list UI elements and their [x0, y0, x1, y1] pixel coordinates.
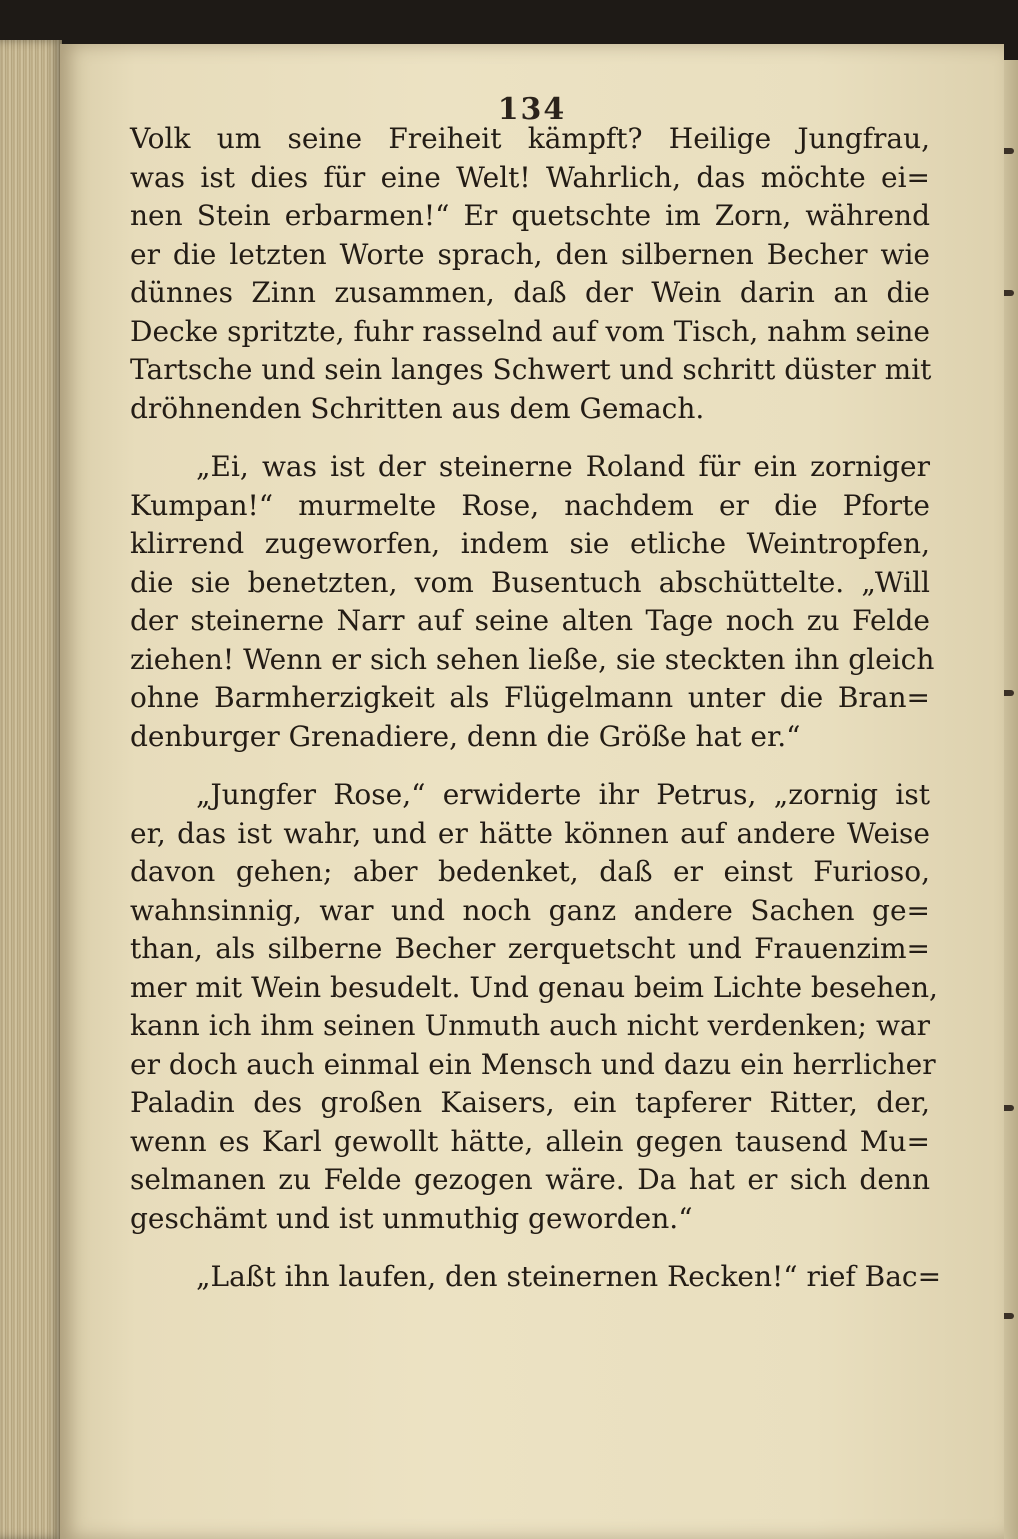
text-line: er doch auch einmal ein Mensch und dazu ein herrlicher	[130, 1047, 936, 1081]
text-line: „Laßt ihn laufen, den steinernen Recken!“ rief Bac=	[196, 1260, 942, 1293]
text-line: nen Stein erbarmen!“ Er quetschte im Zorn, während	[130, 199, 930, 232]
text-line: er, das ist wahr, und er hätte können auf andere Weise	[130, 816, 930, 850]
text-line: geschämt und ist unmuthig geworden.“	[130, 1201, 693, 1235]
text-line: Tartsche und sein langes Schwert und schritt düster mit	[130, 353, 932, 386]
text-line: dröhnenden Schritten aus dem Gemach.	[130, 391, 705, 425]
text-line: Volk um seine Freiheit kämpft? Heilige Jungfrau,	[130, 122, 930, 155]
text-line: ohne Barmherzigkeit als Flügelmann unter die Bran=	[130, 681, 930, 714]
text-line: mer mit Wein besudelt. Und genau beim Lichte besehen,	[130, 970, 938, 1004]
page-number: 134	[497, 92, 567, 127]
paragraph-4	[130, 1258, 942, 1297]
text-line: Decke spritzte, fuhr rasselnd auf vom Tisch, nahm seine	[130, 314, 930, 348]
paragraph-3	[130, 776, 938, 1238]
text-line: davon gehen; aber bedenket, daß er einst Furioso,	[130, 855, 930, 888]
text-line: der steinerne Narr auf seine alten Tage noch zu Felde	[130, 604, 930, 637]
text-line: die sie benetzten, vom Busentuch abschüttelte. „Will	[130, 565, 930, 599]
paragraph-1	[130, 120, 930, 428]
page-text	[130, 120, 942, 1297]
text-line: klirrend zugeworfen, indem sie etliche Weintropfen,	[130, 527, 930, 560]
text-line: selmanen zu Felde gezogen wäre. Da hat er sich denn	[130, 1163, 930, 1196]
text-line: er die letzten Worte sprach, den silbernen Becher wie	[130, 237, 930, 271]
text-line: was ist dies für eine Welt! Wahrlich, das möchte ei=	[130, 160, 930, 194]
text-line: „Jungfer Rose,“ erwiderte ihr Petrus, „zornig ist	[196, 778, 930, 811]
text-line: „Ei, was ist der steinerne Roland für ein zorniger	[196, 450, 930, 483]
text-line: Paladin des großen Kaisers, ein tapferer Ritter, der,	[130, 1086, 930, 1119]
text-line: wenn es Karl gewollt hätte, allein gegen tausend Mu=	[130, 1124, 930, 1158]
text-line: dünnes Zinn zusammen, daß der Wein darin an die	[130, 276, 930, 309]
text-line: wahnsinnig, war und noch ganz andere Sachen ge=	[130, 893, 930, 927]
paragraph-2	[130, 448, 935, 756]
text-line: Kumpan!“ murmelte Rose, nachdem er die Pforte	[130, 488, 930, 522]
text-line: ziehen! Wenn er sich sehen ließe, sie steckten ihn gleich	[130, 642, 935, 676]
text-line: kann ich ihm seinen Unmuth auch nicht verdenken; war	[130, 1009, 930, 1042]
text-line: denburger Grenadiere, denn die Größe hat er.“	[130, 719, 801, 753]
book-spine-edge	[0, 40, 62, 1539]
text-line: than, als silberne Becher zerquetscht und Frauenzim=	[130, 932, 930, 965]
